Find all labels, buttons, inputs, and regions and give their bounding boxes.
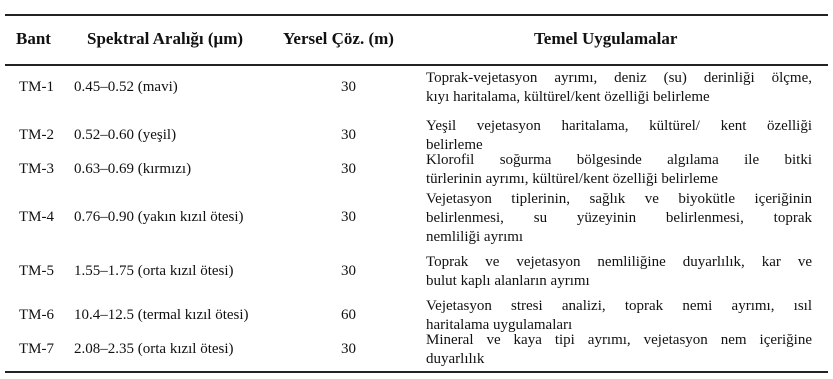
table-top-rule (5, 14, 828, 16)
band-cell: TM-3 (19, 161, 54, 177)
band-cell: TM-2 (19, 127, 54, 143)
applications-cell (426, 331, 812, 369)
header-spatial-resolution: Yersel Çöz. (m) (283, 29, 394, 48)
spectral-range-cell: 0.76–0.90 (yakın kızıl ötesi) (74, 209, 244, 225)
applications-line: Mineral ve kaya tipi ayrımı, vejetasyon nem içeriğine (426, 332, 812, 348)
band-cell: TM-7 (19, 341, 54, 357)
band-cell: TM-5 (19, 263, 54, 279)
applications-line: duyarlılık (426, 351, 485, 367)
applications-line: Vejetasyon tiplerinin, sağlık ve biyokütle içeriğinin (426, 191, 812, 207)
header-spectral-range: Spektral Aralığı (μm) (87, 29, 244, 48)
applications-cell (426, 151, 812, 189)
applications-cell (426, 297, 812, 335)
resolution-cell: 30 (341, 127, 356, 143)
applications-line: Toprak ve vejetasyon nemliliğine duyarlılık, kar ve (426, 254, 812, 270)
resolution-cell: 30 (341, 79, 356, 95)
applications-line: kıyı haritalama, kültürel/kent özelliği belirleme (426, 89, 710, 105)
applications-cell (426, 69, 812, 107)
applications-line: belirleme (426, 137, 483, 153)
header-applications: Temel Uygulamalar (534, 29, 678, 48)
applications-line: türlerinin ayrımı, kültürel/kent özelliği belirleme (426, 171, 718, 187)
spectral-range-cell: 10.4–12.5 (termal kızıl ötesi) (74, 307, 249, 323)
resolution-cell: 30 (341, 161, 356, 177)
spectral-range-cell: 0.63–0.69 (kırmızı) (74, 161, 192, 177)
applications-cell (426, 190, 812, 247)
resolution-cell: 60 (341, 307, 356, 323)
header-band: Bant (16, 29, 51, 48)
resolution-cell: 30 (341, 263, 356, 279)
band-cell: TM-4 (19, 209, 54, 225)
applications-cell (426, 253, 812, 291)
spectral-range-cell: 2.08–2.35 (orta kızıl ötesi) (74, 341, 234, 357)
spectral-range-cell: 1.55–1.75 (orta kızıl ötesi) (74, 263, 234, 279)
band-cell: TM-1 (19, 79, 54, 95)
spectral-range-cell: 0.45–0.52 (mavi) (74, 79, 178, 95)
spectral-range-cell: 0.52–0.60 (yeşil) (74, 127, 177, 143)
applications-line: haritalama uygulamaları (426, 317, 573, 333)
applications-cell (426, 117, 812, 155)
applications-line: Yeşil vejetasyon haritalama, kültürel/ kent özelliği (426, 118, 812, 134)
applications-line: Vejetasyon stresi analizi, toprak nemi ayrımı, ısıl (426, 298, 812, 314)
resolution-cell: 30 (341, 341, 356, 357)
band-cell: TM-6 (19, 307, 54, 323)
table-bottom-rule (5, 371, 828, 373)
resolution-cell: 30 (341, 209, 356, 225)
applications-line: Toprak-vejetasyon ayrımı, deniz (su) derinliği ölçme, (426, 70, 812, 86)
applications-line: belirlenmesi, su yüzeyinin belirlenmesi, toprak (426, 210, 812, 226)
applications-line: Klorofil soğurma bölgesinde algılama ile bitki (426, 152, 812, 168)
table-header-rule (5, 64, 828, 66)
applications-line: bulut kaplı alanların ayrımı (426, 273, 590, 289)
applications-line: nemliliği ayrımı (426, 229, 524, 245)
